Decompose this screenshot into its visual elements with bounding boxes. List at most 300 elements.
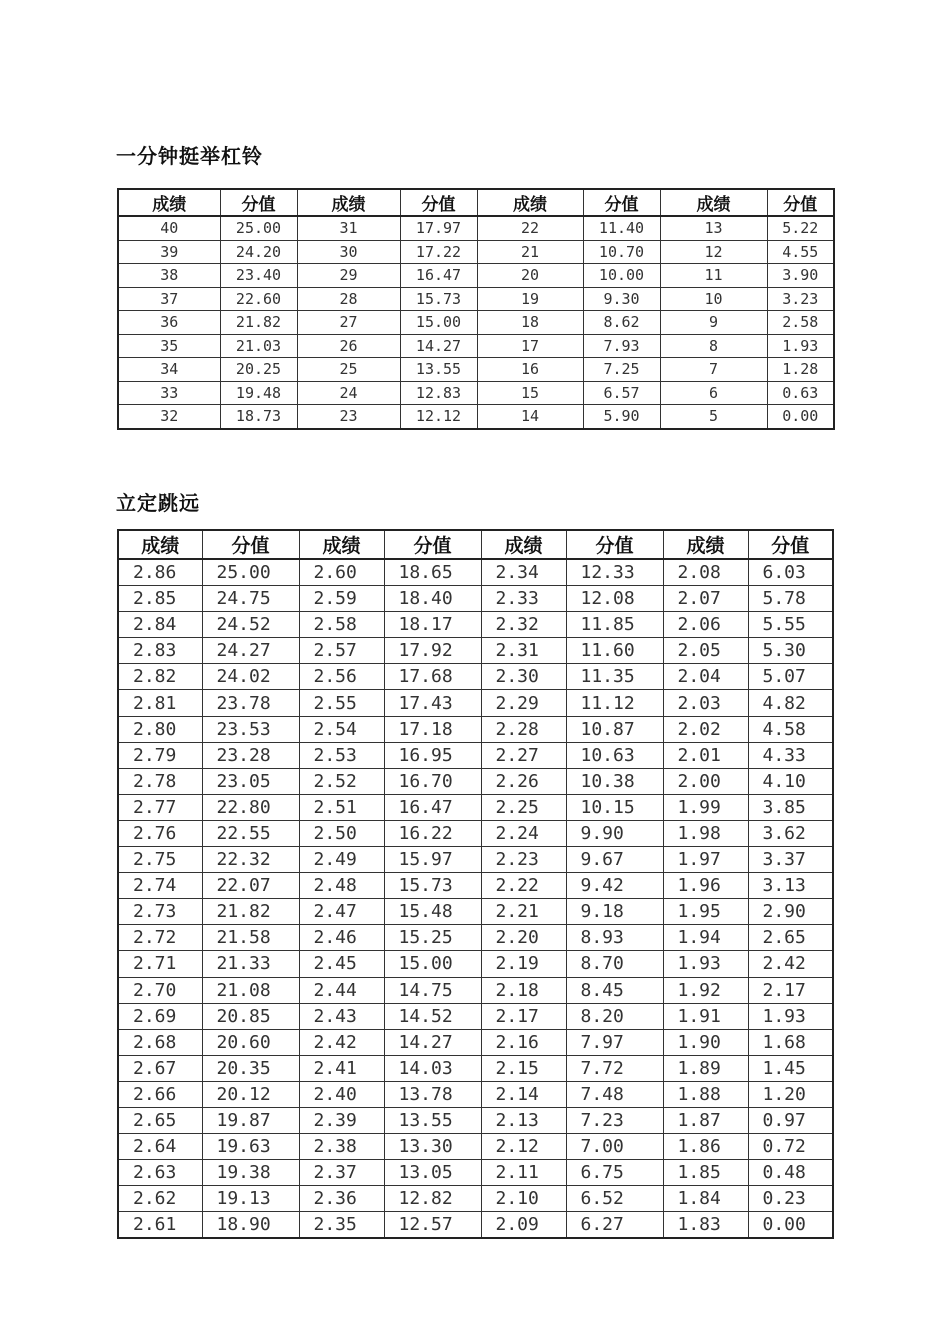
score-cell: 30 xyxy=(297,240,400,264)
score-cell: 1.86 xyxy=(663,1134,748,1160)
points-cell: 14.75 xyxy=(384,977,481,1003)
points-cell: 14.27 xyxy=(384,1029,481,1055)
points-cell: 24.52 xyxy=(202,612,299,638)
score-cell: 28 xyxy=(297,287,400,311)
points-cell: 8.20 xyxy=(566,1003,663,1029)
points-cell: 10.70 xyxy=(583,240,660,264)
points-cell: 21.33 xyxy=(202,951,299,977)
points-cell: 17.97 xyxy=(400,216,477,240)
score-cell: 2.19 xyxy=(481,951,566,977)
points-cell: 21.03 xyxy=(220,334,297,358)
score-cell: 20 xyxy=(477,264,583,288)
points-cell: 2.65 xyxy=(748,925,833,951)
points-cell: 6.03 xyxy=(748,559,833,586)
points-cell: 6.75 xyxy=(566,1160,663,1186)
score-cell: 2.32 xyxy=(481,612,566,638)
points-cell: 17.43 xyxy=(384,690,481,716)
score-cell: 1.87 xyxy=(663,1107,748,1133)
points-cell: 23.40 xyxy=(220,264,297,288)
table-header-row xyxy=(118,189,834,216)
score-cell: 25 xyxy=(297,358,400,382)
points-cell: 1.93 xyxy=(767,334,834,358)
points-cell: 0.23 xyxy=(748,1186,833,1212)
score-cell: 2.44 xyxy=(299,977,384,1003)
score-cell: 34 xyxy=(118,358,220,382)
points-cell: 22.07 xyxy=(202,873,299,899)
points-cell: 22.60 xyxy=(220,287,297,311)
points-cell: 4.58 xyxy=(748,716,833,742)
column-header-points: 分值 xyxy=(400,189,477,216)
table-row xyxy=(118,742,833,768)
points-cell: 10.63 xyxy=(566,742,663,768)
score-cell: 10 xyxy=(660,287,767,311)
score-cell: 2.62 xyxy=(118,1186,202,1212)
points-cell: 6.27 xyxy=(566,1212,663,1239)
points-cell: 15.73 xyxy=(384,873,481,899)
score-cell: 2.25 xyxy=(481,794,566,820)
score-cell: 2.72 xyxy=(118,925,202,951)
column-header-points: 分值 xyxy=(202,530,299,559)
points-cell: 23.53 xyxy=(202,716,299,742)
score-cell: 2.85 xyxy=(118,586,202,612)
column-header-score: 成绩 xyxy=(663,530,748,559)
score-cell: 1.96 xyxy=(663,873,748,899)
score-cell: 2.78 xyxy=(118,768,202,794)
points-cell: 8.93 xyxy=(566,925,663,951)
table-header-row xyxy=(118,530,833,559)
score-cell: 2.68 xyxy=(118,1029,202,1055)
points-cell: 1.28 xyxy=(767,358,834,382)
points-cell: 18.40 xyxy=(384,586,481,612)
points-cell: 7.93 xyxy=(583,334,660,358)
score-cell: 2.34 xyxy=(481,559,566,586)
points-cell: 12.57 xyxy=(384,1212,481,1239)
points-cell: 10.38 xyxy=(566,768,663,794)
score-cell: 35 xyxy=(118,334,220,358)
table-row xyxy=(118,925,833,951)
score-cell: 2.71 xyxy=(118,951,202,977)
score-cell: 2.54 xyxy=(299,716,384,742)
table-row xyxy=(118,1107,833,1133)
table-row xyxy=(118,716,833,742)
points-cell: 21.58 xyxy=(202,925,299,951)
score-cell: 1.85 xyxy=(663,1160,748,1186)
table-row xyxy=(118,977,833,1003)
table-row xyxy=(118,1029,833,1055)
table-row xyxy=(118,1160,833,1186)
points-cell: 11.35 xyxy=(566,664,663,690)
score-cell: 13 xyxy=(660,216,767,240)
score-cell: 2.30 xyxy=(481,664,566,690)
points-cell: 9.90 xyxy=(566,820,663,846)
score-cell: 2.66 xyxy=(118,1081,202,1107)
column-header-score: 成绩 xyxy=(297,189,400,216)
score-cell: 29 xyxy=(297,264,400,288)
table-row xyxy=(118,264,834,288)
table-row xyxy=(118,612,833,638)
points-cell: 5.90 xyxy=(583,405,660,429)
score-cell: 5 xyxy=(660,405,767,429)
points-cell: 13.05 xyxy=(384,1160,481,1186)
table-row xyxy=(118,559,833,586)
points-cell: 0.48 xyxy=(748,1160,833,1186)
score-cell: 16 xyxy=(477,358,583,382)
score-cell: 2.79 xyxy=(118,742,202,768)
score-cell: 11 xyxy=(660,264,767,288)
score-cell: 2.08 xyxy=(663,559,748,586)
column-header-points: 分值 xyxy=(748,530,833,559)
table-row xyxy=(118,951,833,977)
points-cell: 23.78 xyxy=(202,690,299,716)
score-cell: 2.05 xyxy=(663,638,748,664)
score-cell: 36 xyxy=(118,311,220,335)
score-cell: 2.67 xyxy=(118,1055,202,1081)
points-cell: 13.78 xyxy=(384,1081,481,1107)
points-cell: 15.73 xyxy=(400,287,477,311)
column-header-points: 分值 xyxy=(566,530,663,559)
score-cell: 2.14 xyxy=(481,1081,566,1107)
score-cell: 6 xyxy=(660,381,767,405)
points-cell: 19.13 xyxy=(202,1186,299,1212)
points-cell: 12.12 xyxy=(400,405,477,429)
points-cell: 7.72 xyxy=(566,1055,663,1081)
table-row xyxy=(118,1186,833,1212)
points-cell: 19.48 xyxy=(220,381,297,405)
points-cell: 18.17 xyxy=(384,612,481,638)
points-cell: 18.65 xyxy=(384,559,481,586)
points-cell: 20.12 xyxy=(202,1081,299,1107)
points-cell: 0.00 xyxy=(767,405,834,429)
points-cell: 20.35 xyxy=(202,1055,299,1081)
score-cell: 2.59 xyxy=(299,586,384,612)
points-cell: 17.22 xyxy=(400,240,477,264)
table-row xyxy=(118,1134,833,1160)
score-cell: 2.61 xyxy=(118,1212,202,1239)
score-table-clean-and-jerk xyxy=(117,188,835,430)
table-row xyxy=(118,287,834,311)
points-cell: 20.25 xyxy=(220,358,297,382)
score-cell: 1.83 xyxy=(663,1212,748,1239)
score-cell: 31 xyxy=(297,216,400,240)
score-cell: 2.31 xyxy=(481,638,566,664)
score-cell: 2.58 xyxy=(299,612,384,638)
score-cell: 1.98 xyxy=(663,820,748,846)
points-cell: 6.57 xyxy=(583,381,660,405)
points-cell: 17.68 xyxy=(384,664,481,690)
points-cell: 3.23 xyxy=(767,287,834,311)
column-header-points: 分值 xyxy=(384,530,481,559)
points-cell: 19.87 xyxy=(202,1107,299,1133)
points-cell: 8.45 xyxy=(566,977,663,1003)
points-cell: 12.83 xyxy=(400,381,477,405)
score-cell: 1.84 xyxy=(663,1186,748,1212)
table-row xyxy=(118,847,833,873)
table-row xyxy=(118,586,833,612)
score-cell: 22 xyxy=(477,216,583,240)
points-cell: 5.07 xyxy=(748,664,833,690)
points-cell: 5.55 xyxy=(748,612,833,638)
points-cell: 7.23 xyxy=(566,1107,663,1133)
score-cell: 2.43 xyxy=(299,1003,384,1029)
points-cell: 7.48 xyxy=(566,1081,663,1107)
column-header-points: 分值 xyxy=(767,189,834,216)
score-cell: 2.09 xyxy=(481,1212,566,1239)
table-row xyxy=(118,1212,833,1239)
table-row xyxy=(118,794,833,820)
score-cell: 2.60 xyxy=(299,559,384,586)
score-cell: 2.16 xyxy=(481,1029,566,1055)
score-cell: 2.74 xyxy=(118,873,202,899)
score-cell: 38 xyxy=(118,264,220,288)
column-header-score: 成绩 xyxy=(118,189,220,216)
score-cell: 2.21 xyxy=(481,899,566,925)
column-header-points: 分值 xyxy=(583,189,660,216)
points-cell: 10.00 xyxy=(583,264,660,288)
points-cell: 17.92 xyxy=(384,638,481,664)
points-cell: 6.52 xyxy=(566,1186,663,1212)
score-cell: 2.17 xyxy=(481,1003,566,1029)
points-cell: 5.30 xyxy=(748,638,833,664)
table-row xyxy=(118,311,834,335)
column-header-points: 分值 xyxy=(220,189,297,216)
score-cell: 1.95 xyxy=(663,899,748,925)
column-header-score: 成绩 xyxy=(299,530,384,559)
score-cell: 2.76 xyxy=(118,820,202,846)
score-cell: 2.56 xyxy=(299,664,384,690)
table-row xyxy=(118,1003,833,1029)
points-cell: 3.62 xyxy=(748,820,833,846)
points-cell: 16.47 xyxy=(400,264,477,288)
points-cell: 2.58 xyxy=(767,311,834,335)
points-cell: 22.32 xyxy=(202,847,299,873)
table-row xyxy=(118,638,833,664)
score-cell: 2.36 xyxy=(299,1186,384,1212)
score-cell: 2.38 xyxy=(299,1134,384,1160)
points-cell: 14.27 xyxy=(400,334,477,358)
points-cell: 2.42 xyxy=(748,951,833,977)
column-header-score: 成绩 xyxy=(118,530,202,559)
points-cell: 16.70 xyxy=(384,768,481,794)
score-cell: 1.99 xyxy=(663,794,748,820)
score-cell: 2.22 xyxy=(481,873,566,899)
score-cell: 2.07 xyxy=(663,586,748,612)
score-cell: 33 xyxy=(118,381,220,405)
table-row xyxy=(118,820,833,846)
score-cell: 2.37 xyxy=(299,1160,384,1186)
points-cell: 21.82 xyxy=(220,311,297,335)
points-cell: 0.97 xyxy=(748,1107,833,1133)
score-cell: 2.57 xyxy=(299,638,384,664)
score-cell: 19 xyxy=(477,287,583,311)
points-cell: 3.37 xyxy=(748,847,833,873)
score-cell: 2.47 xyxy=(299,899,384,925)
score-cell: 2.48 xyxy=(299,873,384,899)
points-cell: 12.33 xyxy=(566,559,663,586)
points-cell: 3.90 xyxy=(767,264,834,288)
points-cell: 9.18 xyxy=(566,899,663,925)
table-row xyxy=(118,768,833,794)
points-cell: 15.25 xyxy=(384,925,481,951)
points-cell: 18.90 xyxy=(202,1212,299,1239)
table-row xyxy=(118,405,834,429)
score-cell: 2.50 xyxy=(299,820,384,846)
points-cell: 11.60 xyxy=(566,638,663,664)
points-cell: 2.90 xyxy=(748,899,833,925)
points-cell: 11.40 xyxy=(583,216,660,240)
score-cell: 2.73 xyxy=(118,899,202,925)
points-cell: 20.60 xyxy=(202,1029,299,1055)
score-cell: 2.41 xyxy=(299,1055,384,1081)
table-row xyxy=(118,1055,833,1081)
points-cell: 4.55 xyxy=(767,240,834,264)
score-cell: 2.39 xyxy=(299,1107,384,1133)
points-cell: 13.55 xyxy=(400,358,477,382)
points-cell: 0.00 xyxy=(748,1212,833,1239)
points-cell: 11.12 xyxy=(566,690,663,716)
points-cell: 4.33 xyxy=(748,742,833,768)
points-cell: 16.95 xyxy=(384,742,481,768)
points-cell: 8.70 xyxy=(566,951,663,977)
score-cell: 1.89 xyxy=(663,1055,748,1081)
score-cell: 2.04 xyxy=(663,664,748,690)
score-cell: 2.03 xyxy=(663,690,748,716)
score-cell: 2.81 xyxy=(118,690,202,716)
points-cell: 23.05 xyxy=(202,768,299,794)
points-cell: 10.15 xyxy=(566,794,663,820)
score-cell: 2.40 xyxy=(299,1081,384,1107)
score-cell: 2.24 xyxy=(481,820,566,846)
points-cell: 1.45 xyxy=(748,1055,833,1081)
score-cell: 2.10 xyxy=(481,1186,566,1212)
points-cell: 24.75 xyxy=(202,586,299,612)
score-cell: 2.70 xyxy=(118,977,202,1003)
score-cell: 2.77 xyxy=(118,794,202,820)
points-cell: 1.20 xyxy=(748,1081,833,1107)
score-cell: 26 xyxy=(297,334,400,358)
points-cell: 12.82 xyxy=(384,1186,481,1212)
score-cell: 2.00 xyxy=(663,768,748,794)
table-row xyxy=(118,873,833,899)
score-cell: 2.51 xyxy=(299,794,384,820)
table-row xyxy=(118,334,834,358)
score-cell: 2.33 xyxy=(481,586,566,612)
score-cell: 39 xyxy=(118,240,220,264)
score-cell: 1.91 xyxy=(663,1003,748,1029)
points-cell: 7.00 xyxy=(566,1134,663,1160)
points-cell: 12.08 xyxy=(566,586,663,612)
score-cell: 1.92 xyxy=(663,977,748,1003)
column-header-score: 成绩 xyxy=(477,189,583,216)
score-cell: 17 xyxy=(477,334,583,358)
points-cell: 1.93 xyxy=(748,1003,833,1029)
score-cell: 7 xyxy=(660,358,767,382)
score-cell: 21 xyxy=(477,240,583,264)
points-cell: 19.38 xyxy=(202,1160,299,1186)
points-cell: 4.10 xyxy=(748,768,833,794)
score-cell: 37 xyxy=(118,287,220,311)
score-cell: 24 xyxy=(297,381,400,405)
score-cell: 1.93 xyxy=(663,951,748,977)
score-cell: 2.83 xyxy=(118,638,202,664)
table-row xyxy=(118,664,833,690)
points-cell: 9.67 xyxy=(566,847,663,873)
points-cell: 16.22 xyxy=(384,820,481,846)
points-cell: 7.25 xyxy=(583,358,660,382)
table-row xyxy=(118,381,834,405)
points-cell: 5.22 xyxy=(767,216,834,240)
score-cell: 18 xyxy=(477,311,583,335)
table-row xyxy=(118,899,833,925)
points-cell: 20.85 xyxy=(202,1003,299,1029)
points-cell: 0.72 xyxy=(748,1134,833,1160)
score-cell: 27 xyxy=(297,311,400,335)
score-cell: 2.02 xyxy=(663,716,748,742)
score-cell: 32 xyxy=(118,405,220,429)
points-cell: 25.00 xyxy=(202,559,299,586)
points-cell: 21.82 xyxy=(202,899,299,925)
score-cell: 2.18 xyxy=(481,977,566,1003)
points-cell: 1.68 xyxy=(748,1029,833,1055)
score-cell: 23 xyxy=(297,405,400,429)
points-cell: 2.17 xyxy=(748,977,833,1003)
points-cell: 17.18 xyxy=(384,716,481,742)
points-cell: 24.27 xyxy=(202,638,299,664)
score-cell: 2.29 xyxy=(481,690,566,716)
score-cell: 2.82 xyxy=(118,664,202,690)
score-cell: 2.13 xyxy=(481,1107,566,1133)
points-cell: 9.30 xyxy=(583,287,660,311)
points-cell: 13.55 xyxy=(384,1107,481,1133)
score-cell: 2.52 xyxy=(299,768,384,794)
score-cell: 2.64 xyxy=(118,1134,202,1160)
score-cell: 2.55 xyxy=(299,690,384,716)
score-cell: 2.27 xyxy=(481,742,566,768)
score-table-standing-long-jump xyxy=(117,529,834,1239)
points-cell: 15.00 xyxy=(400,311,477,335)
points-cell: 10.87 xyxy=(566,716,663,742)
table-row xyxy=(118,1081,833,1107)
points-cell: 15.97 xyxy=(384,847,481,873)
points-cell: 22.80 xyxy=(202,794,299,820)
points-cell: 15.00 xyxy=(384,951,481,977)
points-cell: 15.48 xyxy=(384,899,481,925)
points-cell: 22.55 xyxy=(202,820,299,846)
score-cell: 2.26 xyxy=(481,768,566,794)
score-cell: 2.11 xyxy=(481,1160,566,1186)
score-cell: 2.63 xyxy=(118,1160,202,1186)
score-cell: 2.65 xyxy=(118,1107,202,1133)
score-cell: 2.35 xyxy=(299,1212,384,1239)
points-cell: 7.97 xyxy=(566,1029,663,1055)
points-cell: 13.30 xyxy=(384,1134,481,1160)
score-cell: 12 xyxy=(660,240,767,264)
score-cell: 2.28 xyxy=(481,716,566,742)
score-cell: 2.23 xyxy=(481,847,566,873)
points-cell: 8.62 xyxy=(583,311,660,335)
score-cell: 2.20 xyxy=(481,925,566,951)
score-cell: 14 xyxy=(477,405,583,429)
points-cell: 4.82 xyxy=(748,690,833,716)
points-cell: 24.20 xyxy=(220,240,297,264)
points-cell: 14.03 xyxy=(384,1055,481,1081)
points-cell: 24.02 xyxy=(202,664,299,690)
score-cell: 2.46 xyxy=(299,925,384,951)
score-cell: 1.94 xyxy=(663,925,748,951)
points-cell: 11.85 xyxy=(566,612,663,638)
column-header-score: 成绩 xyxy=(660,189,767,216)
points-cell: 14.52 xyxy=(384,1003,481,1029)
score-cell: 2.42 xyxy=(299,1029,384,1055)
